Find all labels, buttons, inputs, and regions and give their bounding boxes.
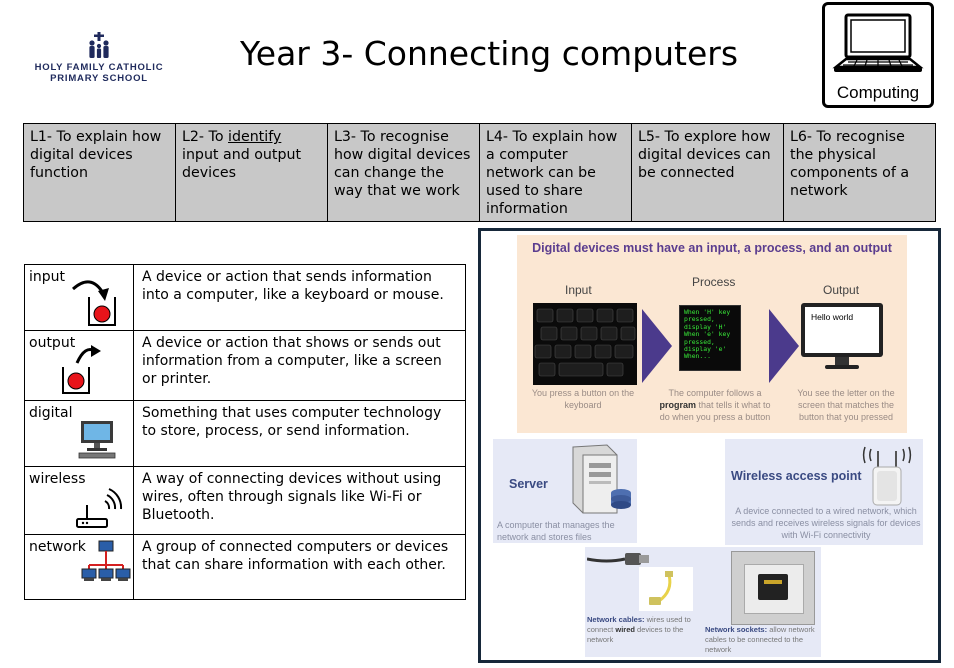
computing-subject-card: [822, 2, 934, 108]
lesson-l2: [176, 124, 328, 221]
arrow-right-icon: [769, 309, 799, 383]
vocab-definition: A way of connecting devices without using wires, often through signals like Wi-Fi or Bluetooth.: [134, 467, 466, 535]
vocab-term: network: [29, 539, 86, 555]
school-name-line1: HOLY FAMILY CATHOLIC: [34, 62, 164, 73]
vocab-term-cell: [25, 331, 134, 401]
process-caption-pre: The computer follows a: [668, 388, 762, 398]
lesson-l6: L6- To recognise the physical components of a network: [784, 124, 935, 221]
vocab-row-input: [25, 265, 466, 331]
code-line: When...: [684, 352, 711, 361]
vocab-term-cell: [25, 401, 134, 467]
lesson-l1: L1- To explain how digital devices function: [24, 124, 176, 221]
family-cross-icon: [87, 32, 111, 60]
vocab-row-wireless: [25, 467, 466, 535]
code-line: pressed,: [684, 337, 715, 346]
vocab-term: input: [29, 269, 66, 285]
vocab-term: output: [29, 335, 76, 351]
server-title: Server: [509, 477, 548, 491]
output-arrow-icon: [55, 343, 105, 395]
wireless-access-point-icon: [857, 445, 917, 509]
lesson-l2-underlined: identify: [228, 129, 282, 145]
lesson-l4: L4- To explain how a computer network can be used to share information: [480, 124, 632, 221]
yellow-cable-icon: [639, 567, 693, 611]
code-line: When 'H' key: [684, 308, 731, 316]
process-caption-bold: program: [659, 400, 696, 410]
screen-text: Hello world: [811, 312, 854, 322]
vocab-definition: A device or action that shows or sends out information from a computer, like a screen or printer.: [134, 331, 466, 401]
keyboard-icon: [533, 303, 637, 385]
wireless-access-point-card: [725, 439, 923, 545]
lesson-objectives-row: [23, 123, 936, 222]
code-line: When 'e' key: [684, 330, 731, 339]
vocab-definition: Something that uses computer technology to store, process, or send information.: [134, 401, 466, 467]
input-process-output-panel: [517, 235, 907, 433]
server-icon: [567, 443, 633, 515]
cables-desc-bold: wired: [615, 625, 635, 634]
ipo-heading: Digital devices must have an input, a process, and an output: [532, 241, 892, 255]
process-caption-post: that tells it what to do when you press a button: [659, 400, 771, 422]
network-socket-icon: [731, 551, 815, 625]
cable-photo: [639, 567, 693, 611]
sockets-title: Network sockets:: [705, 625, 768, 634]
sockets-desc: allow network cables to be connected to the network: [705, 625, 815, 654]
cables-title: Network cables:: [587, 615, 645, 624]
lesson-l5: L5- To explore how digital devices can be connected: [632, 124, 784, 221]
input-arrow-icon: [69, 275, 119, 327]
input-label: Input: [565, 283, 592, 297]
cables-desc-pre: wires used to connect: [587, 615, 691, 634]
page-title: Year 3- Connecting computers: [240, 34, 739, 73]
output-caption: You see the letter on the screen that matches the button that you pressed: [797, 388, 895, 422]
server-card: [493, 439, 637, 543]
process-label: Process: [692, 275, 736, 289]
lesson-l3: L3- To recognise how digital devices can change the way that we work: [328, 124, 480, 221]
desktop-computer-icon: [77, 419, 117, 459]
vocab-term-cell: [25, 535, 134, 600]
program-code-screen: [679, 305, 741, 371]
vocab-definition: A device or action that sends information into a computer, like a keyboard or mouse.: [134, 265, 466, 331]
code-line: pressed,: [684, 315, 715, 324]
vocab-row-output: [25, 331, 466, 401]
school-name-line2: PRIMARY SCHOOL: [50, 73, 148, 84]
laptop-icon: [832, 13, 924, 81]
vocab-term-cell: [25, 467, 134, 535]
monitor-icon: [801, 303, 883, 373]
vocab-term: wireless: [29, 471, 86, 487]
network-icon: [81, 539, 131, 583]
subject-label: Computing: [836, 83, 920, 102]
wireless-router-icon: [75, 487, 123, 529]
code-line: display 'e': [684, 345, 727, 354]
network-infographic: [478, 228, 941, 663]
arrow-right-icon: [642, 309, 672, 383]
vocab-term: digital: [29, 405, 73, 421]
vocab-row-network: [25, 535, 466, 600]
process-caption: [659, 387, 771, 423]
server-description: A computer that manages the network and stores files: [497, 520, 615, 542]
vocabulary-table: [24, 264, 466, 600]
cables-caption: [587, 615, 701, 645]
lesson-l2-pre: L2- To: [182, 129, 229, 145]
vocab-term-cell: [25, 265, 134, 331]
wap-description: A device connected to a wired network, which sends and receives wireless signals for devices with Wi-Fi connectivity: [731, 506, 921, 540]
sockets-caption: [705, 625, 819, 655]
wap-title: Wireless access point: [731, 469, 862, 483]
cables-desc-post: devices to the network: [587, 625, 684, 644]
input-caption: You press a button on the keyboard: [531, 388, 635, 410]
vocab-row-digital: [25, 401, 466, 467]
vocab-definition: A group of connected computers or devices that can share information with each other.: [134, 535, 466, 600]
code-line: display 'H': [684, 322, 727, 331]
school-logo: [28, 32, 170, 92]
output-label: Output: [823, 283, 860, 297]
cables-sockets-card: [585, 547, 821, 657]
lesson-l2-post: input and output devices: [182, 147, 302, 181]
